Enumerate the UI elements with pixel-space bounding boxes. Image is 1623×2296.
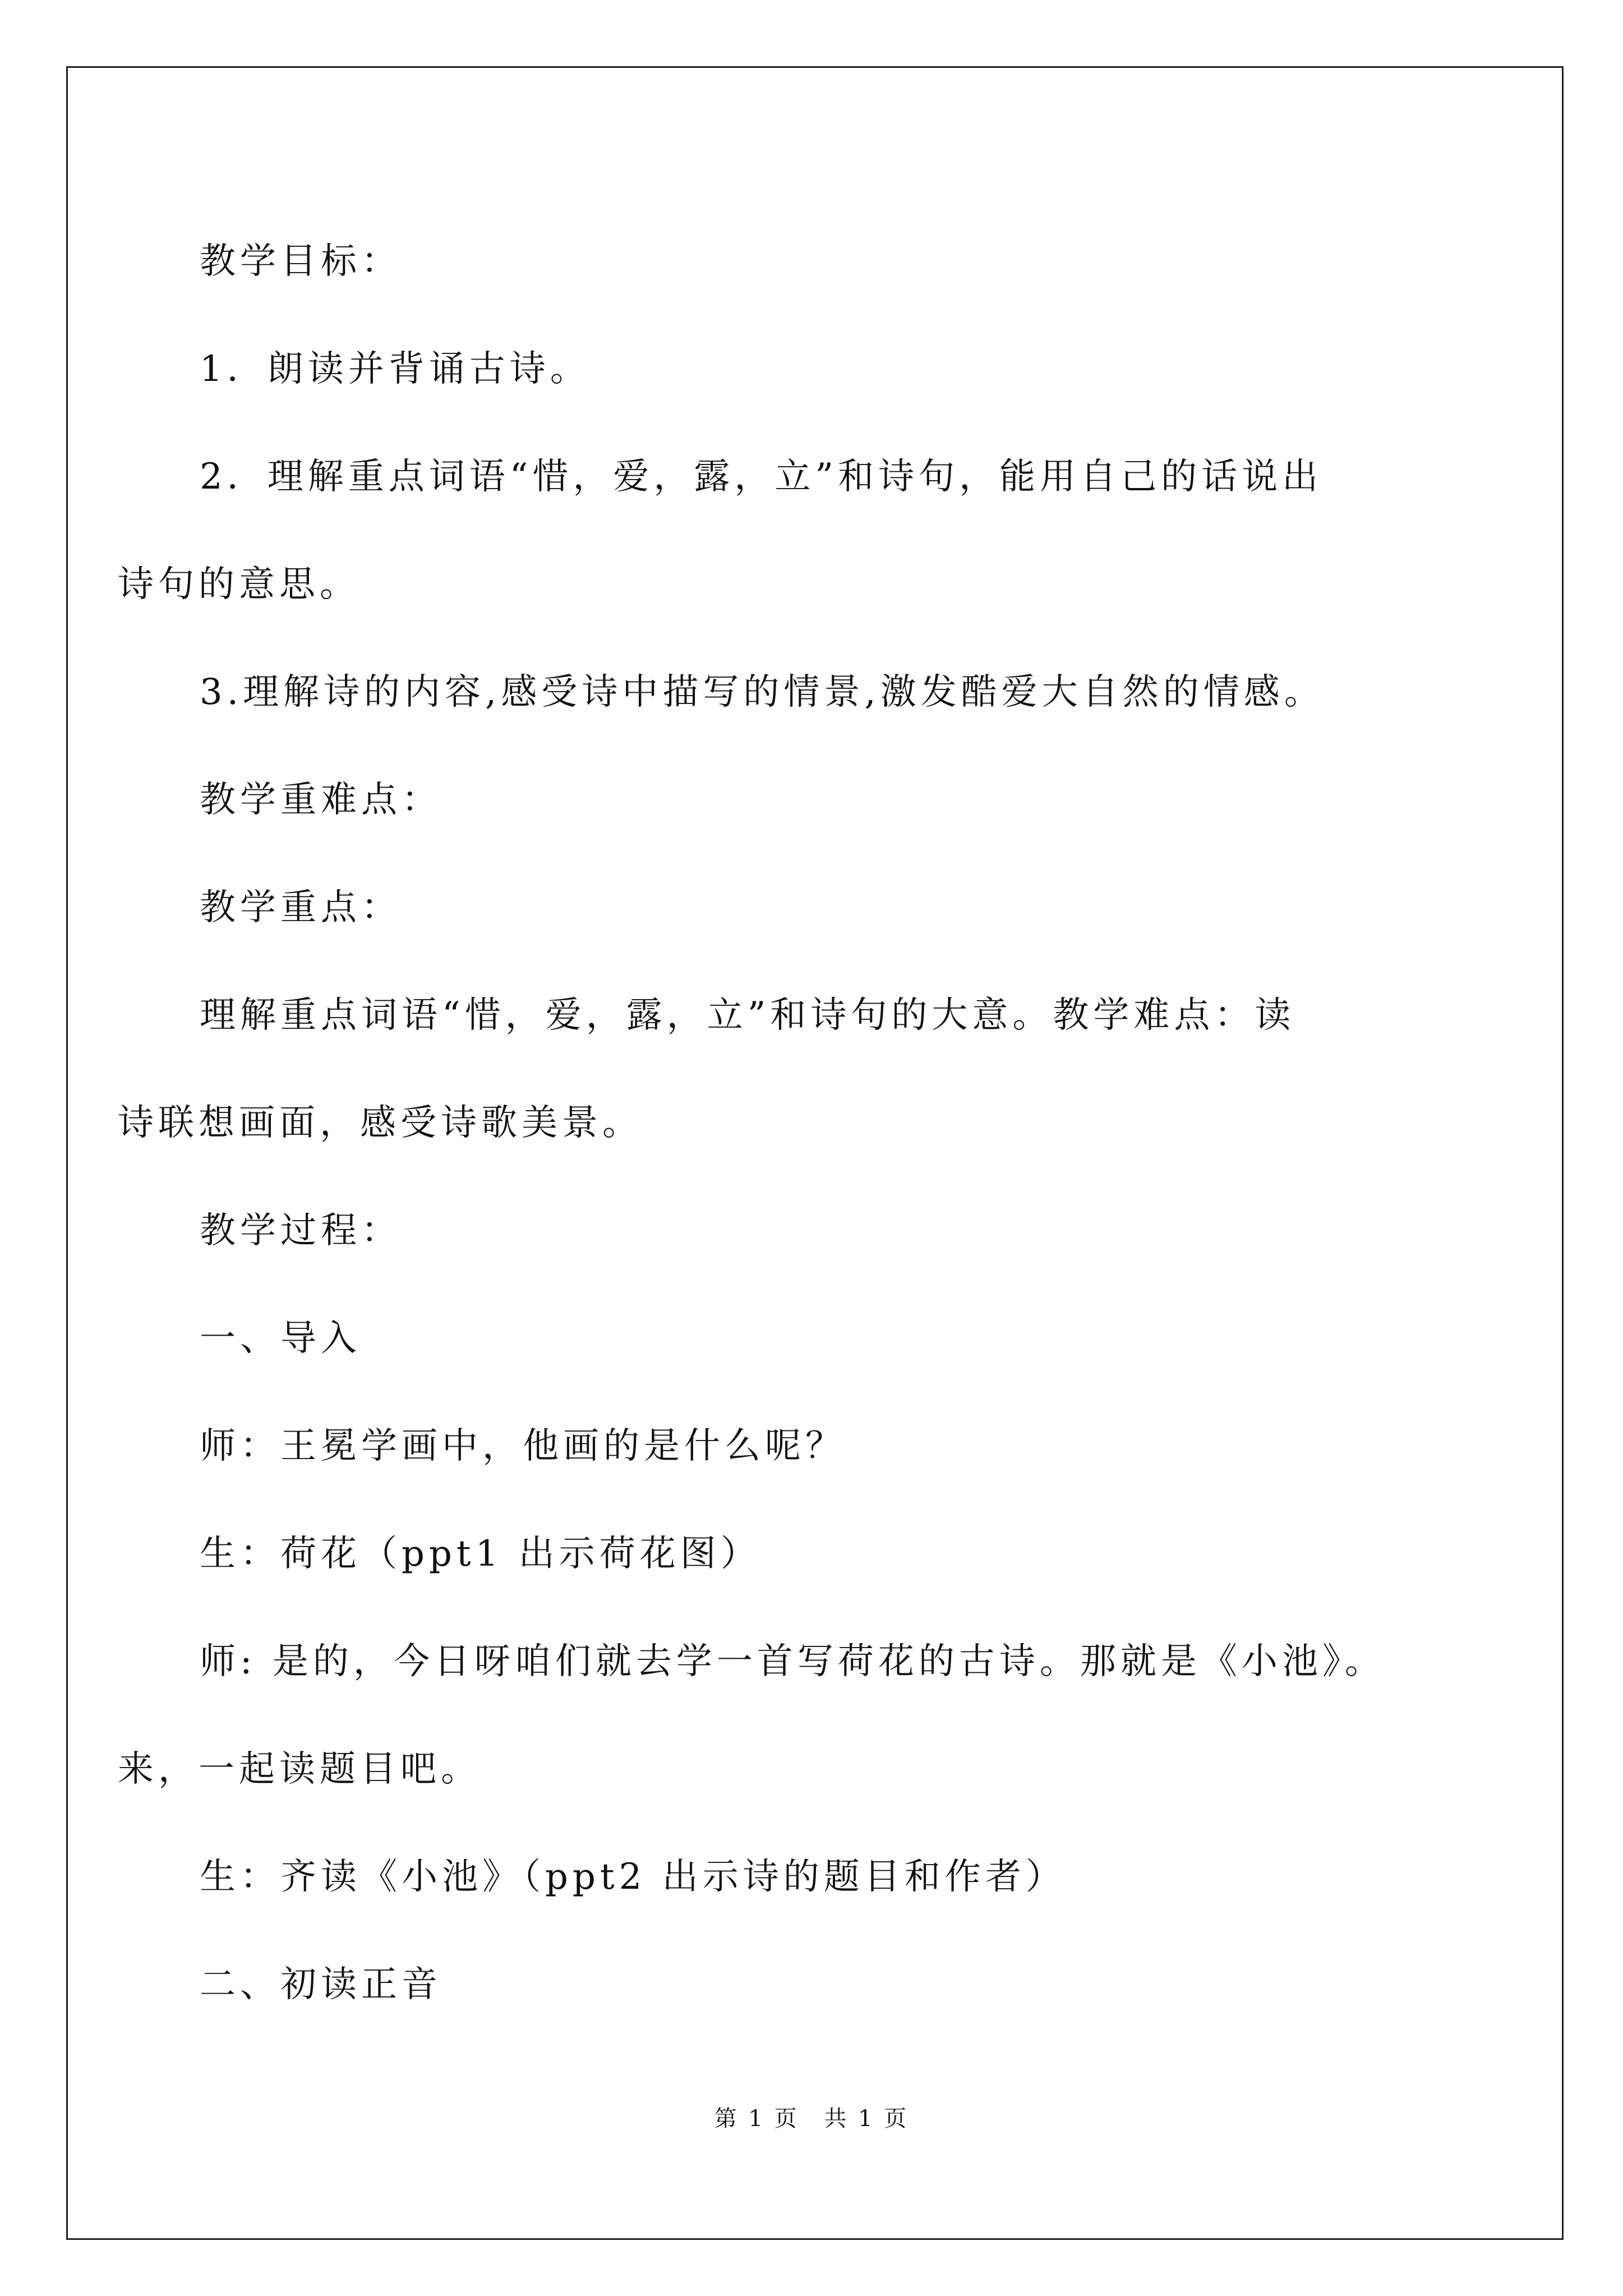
page-number: 第 1 页 [714, 2106, 799, 2132]
paragraph-key-difficult-points: 教学重难点： [200, 779, 442, 821]
paragraph-teacher-question: 师：王冕学画中，他画的是什么呢？ [200, 1425, 846, 1467]
paragraph-key-words-line-2: 诗联想画面，感受诗歌美景。 [118, 1102, 643, 1144]
paragraph-key-points: 教学重点： [200, 887, 402, 928]
paragraph-teaching-goals: 教学目标： [200, 241, 402, 282]
page-total: 共 1 页 [824, 2106, 909, 2132]
page-footer [0, 2101, 1623, 2133]
paragraph-key-words-line-1: 理解重点词语“惜，爱，露，立”和诗句的大意。教学难点：读 [200, 995, 1295, 1036]
paragraph-section-intro: 一、导入 [200, 1318, 361, 1359]
paragraph-student-read: 生：齐读《小池》（ppt2 出示诗的题目和作者） [200, 1856, 1066, 1898]
paragraph-goal-1: 1．朗读并背诵古诗。 [200, 348, 591, 390]
paragraph-teacher-intro-line-1: 师: 是的，今日呀咱们就去学一首写荷花的古诗。那就是《小池》。 [200, 1641, 1385, 1682]
paragraph-student-answer: 生：荷花（ppt1 出示荷花图） [200, 1533, 761, 1575]
paragraph-goal-2-line-2: 诗句的意思。 [118, 564, 360, 605]
paragraph-teaching-process: 教学过程： [200, 1210, 402, 1251]
paragraph-teacher-intro-line-2: 来，一起读题目吧。 [118, 1749, 481, 1790]
paragraph-goal-2-line-1: 2．理解重点词语“惜，爱，露，立”和诗句，能用自己的话说出 [200, 456, 1323, 498]
paragraph-goal-3: 3.理解诗的内容,感受诗中描写的情景,激发酷爱大自然的情感。 [200, 671, 1325, 713]
document-body [118, 208, 1490, 2039]
paragraph-section-first-reading: 二、初读正音 [200, 1964, 442, 2005]
